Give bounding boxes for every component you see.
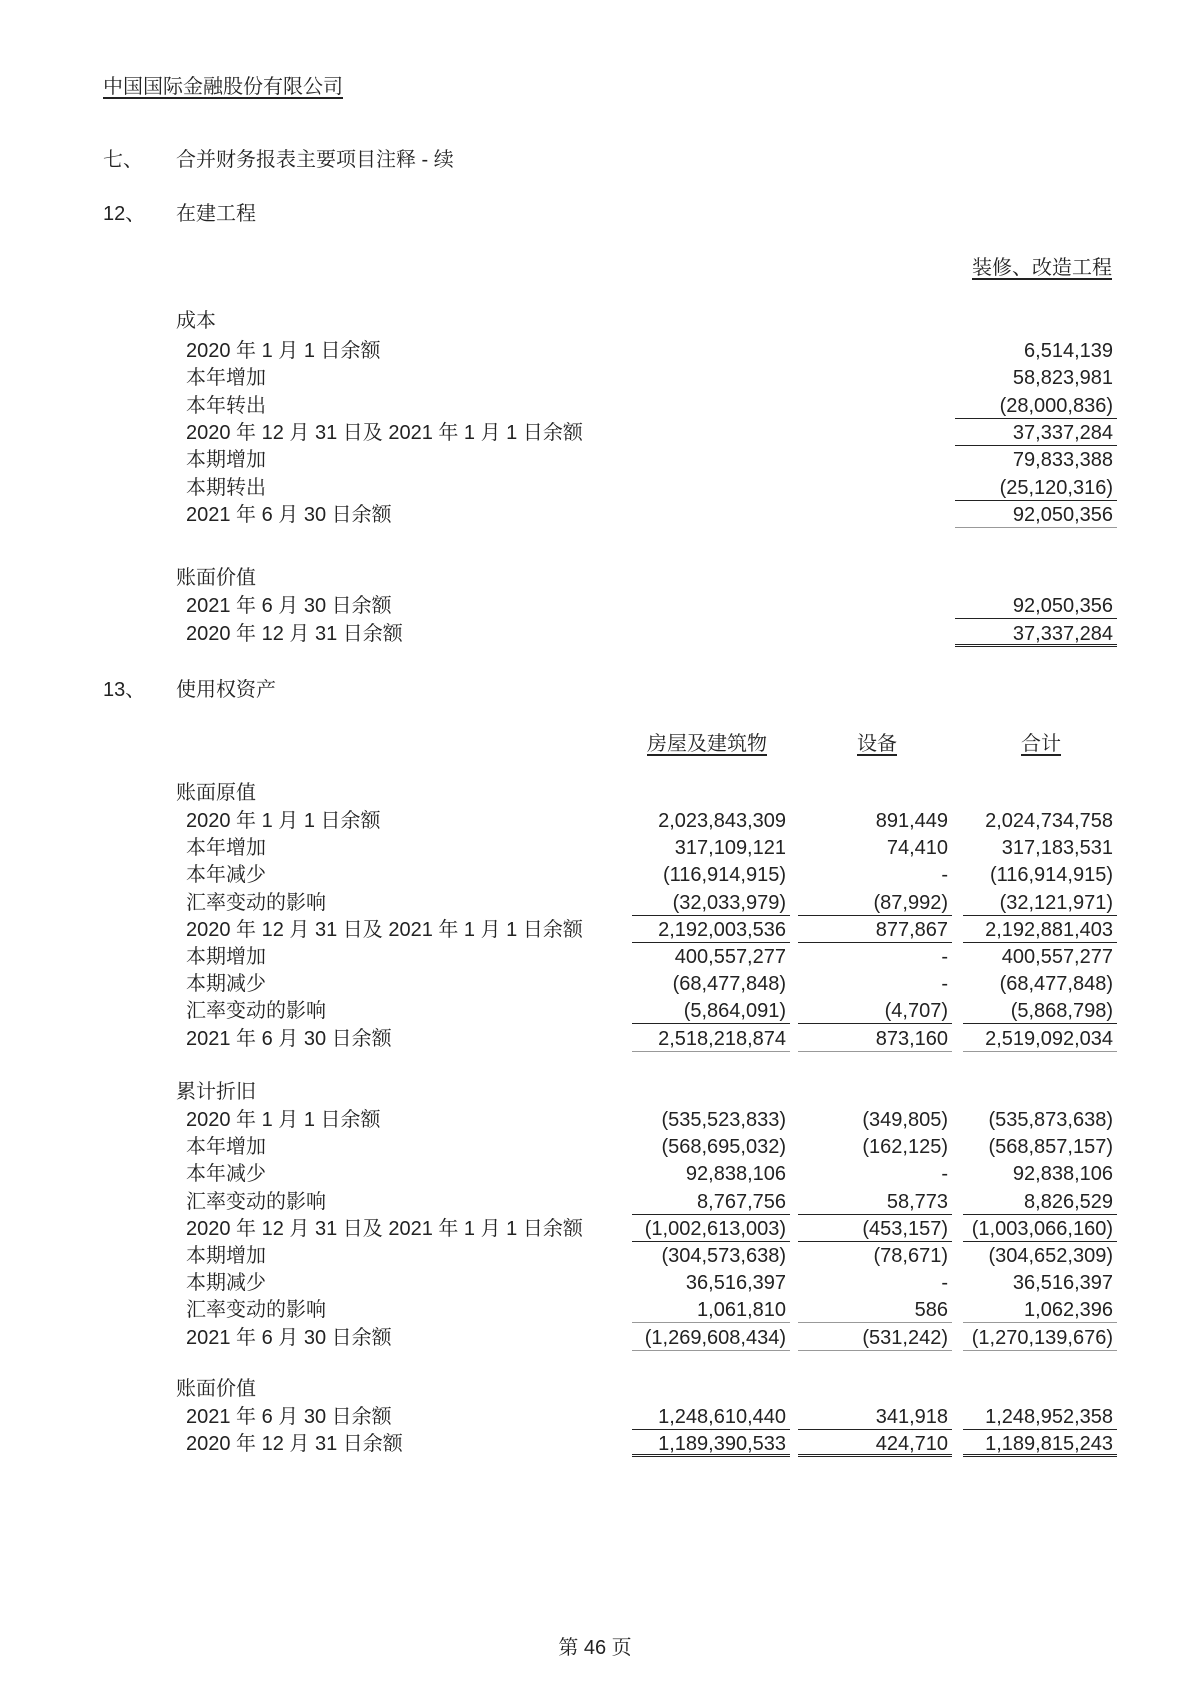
row-value: 400,557,277 xyxy=(1001,946,1113,968)
row-value: 1,248,610,440 xyxy=(632,1404,790,1430)
row-value: (535,873,638) xyxy=(988,1109,1113,1131)
row-label: 2020 年 1 月 1 日余额 xyxy=(186,810,381,832)
row-value: 1,189,815,243 xyxy=(963,1431,1117,1457)
row-value: 2,024,734,758 xyxy=(985,810,1113,832)
row-value: 1,061,810 xyxy=(632,1297,790,1323)
row-value: (4,707) xyxy=(798,998,952,1024)
row-value: 1,189,390,533 xyxy=(632,1431,790,1457)
row-value: 400,557,277 xyxy=(674,946,786,968)
table-row xyxy=(0,1161,1190,1188)
note13-title: 使用权资产 xyxy=(176,679,276,701)
row-value: (32,033,979) xyxy=(632,890,790,916)
row-value: (68,477,848) xyxy=(672,973,786,996)
table-row xyxy=(0,944,1190,971)
row-value: (1,003,066,160) xyxy=(963,1216,1117,1242)
row-value: - xyxy=(941,946,948,968)
row-value: (68,477,848) xyxy=(999,973,1113,996)
row-label: 2020 年 12 月 31 日余额 xyxy=(186,623,403,645)
row-value: 8,767,756 xyxy=(632,1189,790,1215)
row-value: (162,125) xyxy=(862,1136,948,1159)
row-value: 92,050,356 xyxy=(955,593,1117,619)
row-value: (1,269,608,434) xyxy=(632,1325,790,1351)
table-row xyxy=(0,1431,1190,1458)
row-label: 本年转出 xyxy=(186,394,266,417)
row-value: 58,823,981 xyxy=(1012,367,1113,390)
row-value: 2,192,003,536 xyxy=(632,917,790,943)
row-label: 汇率变动的影响 xyxy=(186,1000,326,1023)
row-value: 37,337,284 xyxy=(955,621,1117,647)
row-value: (568,857,157) xyxy=(988,1136,1113,1159)
table-row xyxy=(0,1404,1190,1431)
row-label: 2021 年 6 月 30 日余额 xyxy=(186,1406,392,1428)
col-header-equipment: 设备 xyxy=(857,733,897,755)
row-label: 2021 年 6 月 30 日余额 xyxy=(186,595,392,617)
col-header-total: 合计 xyxy=(1021,733,1061,755)
row-value: (116,914,915) xyxy=(989,864,1113,887)
chapter-number: 七、 xyxy=(103,149,143,171)
row-label: 本年增加 xyxy=(186,837,266,860)
section-heading: 账面价值 xyxy=(176,1378,256,1400)
row-value: 2,519,092,034 xyxy=(963,1026,1117,1052)
row-value: - xyxy=(941,1163,948,1186)
row-value: (304,652,309) xyxy=(988,1245,1113,1267)
section-heading: 累计折旧 xyxy=(176,1081,256,1103)
row-label: 2020 年 1 月 1 日余额 xyxy=(186,340,381,362)
table-row xyxy=(0,1134,1190,1161)
table-row xyxy=(0,890,1190,917)
table-row xyxy=(0,475,1190,502)
row-value: 424,710 xyxy=(798,1431,952,1457)
row-value: (32,121,971) xyxy=(963,890,1117,916)
note12-number: 12、 xyxy=(103,203,146,225)
row-value: 36,516,397 xyxy=(1012,1272,1113,1295)
row-value: 586 xyxy=(798,1297,952,1323)
row-value: (1,270,139,676) xyxy=(963,1325,1117,1351)
table-row xyxy=(0,420,1190,447)
row-value: (5,864,091) xyxy=(632,998,790,1024)
row-value: (78,671) xyxy=(873,1245,948,1267)
row-value: 92,838,106 xyxy=(685,1163,786,1186)
row-value: (568,695,032) xyxy=(661,1136,786,1159)
table-row xyxy=(0,1216,1190,1243)
row-value: 36,516,397 xyxy=(685,1272,786,1295)
table-row xyxy=(0,1270,1190,1297)
row-value: (531,242) xyxy=(798,1325,952,1351)
row-value: 6,514,139 xyxy=(1024,340,1113,362)
table-row xyxy=(0,917,1190,944)
row-value: 317,109,121 xyxy=(674,837,786,860)
table-row xyxy=(0,808,1190,835)
row-value: 341,918 xyxy=(798,1404,952,1430)
table-row xyxy=(0,593,1190,620)
row-value: 92,838,106 xyxy=(1012,1163,1113,1186)
row-value: 79,833,388 xyxy=(1012,449,1113,472)
row-value: (304,573,638) xyxy=(661,1245,786,1267)
row-value: (25,120,316) xyxy=(955,475,1117,501)
book-value-heading: 账面价值 xyxy=(176,567,256,589)
row-value: (5,868,798) xyxy=(963,998,1117,1024)
row-label: 2020 年 12 月 31 日及 2021 年 1 月 1 日余额 xyxy=(186,918,583,941)
row-label: 本期增加 xyxy=(186,1245,266,1267)
table-row xyxy=(0,998,1190,1025)
row-value: (116,914,915) xyxy=(662,864,786,887)
row-label: 2021 年 6 月 30 日余额 xyxy=(186,503,392,526)
table-row xyxy=(0,971,1190,998)
cost-heading: 成本 xyxy=(176,310,216,332)
company-name: 中国国际金融股份有限公司 xyxy=(103,76,343,98)
table-row xyxy=(0,365,1190,392)
table-row xyxy=(0,835,1190,862)
row-value: (1,002,613,003) xyxy=(632,1216,790,1242)
row-label: 本年增加 xyxy=(186,1136,266,1159)
table-row xyxy=(0,1107,1190,1134)
page-number: 第 46 页 xyxy=(558,1637,632,1659)
row-label: 本年减少 xyxy=(186,1163,266,1186)
table-row xyxy=(0,393,1190,420)
row-label: 2020 年 12 月 31 日及 2021 年 1 月 1 日余额 xyxy=(186,1217,583,1240)
row-value: 74,410 xyxy=(886,837,948,860)
row-label: 2020 年 1 月 1 日余额 xyxy=(186,1109,381,1131)
table-row xyxy=(0,621,1190,648)
row-value: (87,992) xyxy=(798,890,952,916)
row-label: 2021 年 6 月 30 日余额 xyxy=(186,1326,392,1349)
row-value: 873,160 xyxy=(798,1026,952,1052)
table-row xyxy=(0,862,1190,889)
table-row xyxy=(0,502,1190,529)
row-value: 37,337,284 xyxy=(955,420,1117,446)
table-row xyxy=(0,1243,1190,1270)
row-value: (453,157) xyxy=(798,1216,952,1242)
row-value: 1,248,952,358 xyxy=(963,1404,1117,1430)
row-value: 891,449 xyxy=(875,810,948,832)
row-value: 1,062,396 xyxy=(963,1297,1117,1323)
row-value: (349,805) xyxy=(862,1109,948,1131)
row-label: 2020 年 12 月 31 日及 2021 年 1 月 1 日余额 xyxy=(186,421,583,444)
row-value: 92,050,356 xyxy=(955,502,1117,528)
row-label: 本期增加 xyxy=(186,449,266,472)
chapter-title: 合并财务报表主要项目注释 - 续 xyxy=(176,149,454,171)
row-label: 本期转出 xyxy=(186,476,266,499)
row-label: 本期增加 xyxy=(186,946,266,968)
table-row xyxy=(0,1026,1190,1053)
row-label: 本年减少 xyxy=(186,864,266,887)
row-label: 汇率变动的影响 xyxy=(186,891,326,914)
row-value: 2,192,881,403 xyxy=(963,917,1117,943)
row-label: 本期减少 xyxy=(186,1272,266,1295)
row-value: 317,183,531 xyxy=(1001,837,1113,860)
section-heading: 账面原值 xyxy=(176,782,256,804)
table-row xyxy=(0,1189,1190,1216)
row-value: 2,023,843,309 xyxy=(658,810,786,832)
row-value: - xyxy=(941,973,948,996)
row-value: (28,000,836) xyxy=(955,393,1117,419)
note12-column-header: 装修、改造工程 xyxy=(972,257,1112,279)
row-label: 汇率变动的影响 xyxy=(186,1299,326,1322)
table-row xyxy=(0,338,1190,365)
col-header-buildings: 房屋及建筑物 xyxy=(647,733,767,755)
table-row xyxy=(0,1297,1190,1324)
row-value: 58,773 xyxy=(798,1189,952,1215)
row-value: - xyxy=(941,864,948,887)
row-label: 2020 年 12 月 31 日余额 xyxy=(186,1433,403,1456)
row-value: (535,523,833) xyxy=(661,1109,786,1131)
row-value: 877,867 xyxy=(798,917,952,943)
row-label: 本期减少 xyxy=(186,973,266,996)
note13-number: 13、 xyxy=(103,679,146,701)
row-value: 8,826,529 xyxy=(963,1189,1117,1215)
row-value: - xyxy=(941,1272,948,1295)
row-label: 汇率变动的影响 xyxy=(186,1190,326,1213)
row-label: 本年增加 xyxy=(186,367,266,390)
table-row xyxy=(0,447,1190,474)
table-row xyxy=(0,1325,1190,1352)
note12-title: 在建工程 xyxy=(176,203,256,225)
row-value: 2,518,218,874 xyxy=(632,1026,790,1052)
row-label: 2021 年 6 月 30 日余额 xyxy=(186,1027,392,1050)
